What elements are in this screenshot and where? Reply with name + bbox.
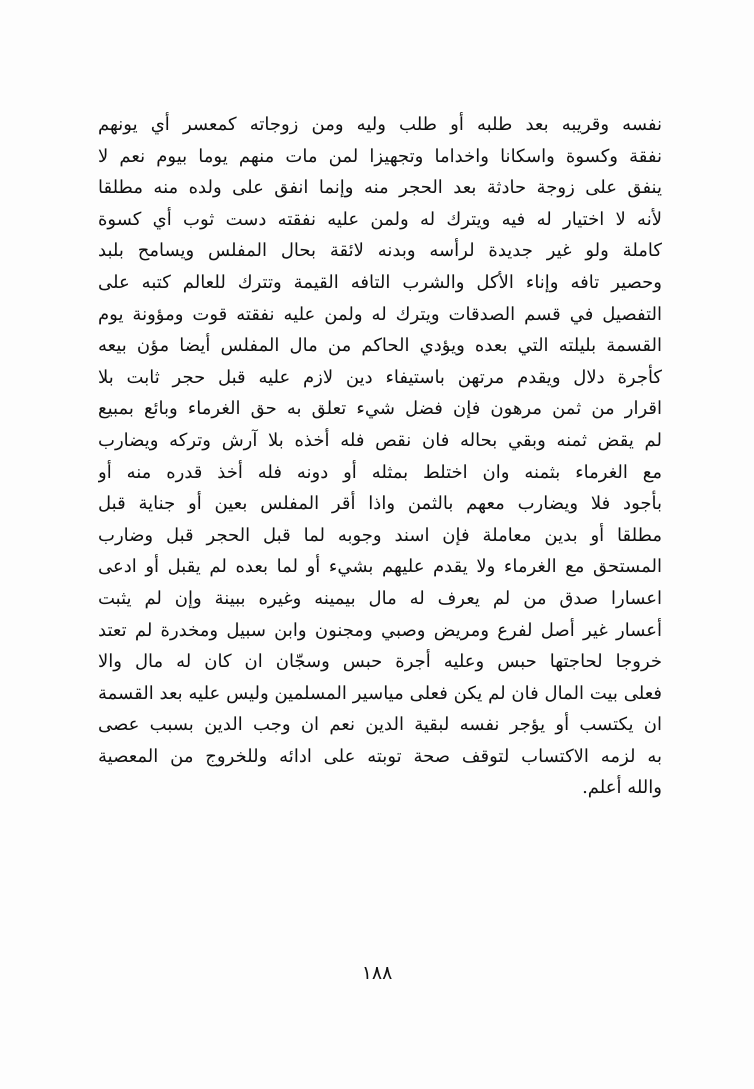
text-line: به لزمه الاكتساب لتوقف صحة توبته على ادائه وللخروج من المعصية [98,745,662,767]
text-line: فعلى بيت المال فان لم يكن فعلى مياسير المسلمين وليس عليه بعد القسمة [98,682,662,704]
text-line: نفسه وقريبه بعد طلبه أو طلب وليه ومن زوجاته كمعسر أي يونهم [98,114,662,135]
text-line: لأنه لا اختيار له فيه ويترك له ولمن عليه نفقته دست ثوب أي كسوة [98,208,662,230]
text-line: مع الغرماء بثمنه وان اختلط بمثله أو دونه فله أخذ قدره منه أو [98,461,662,483]
text-line: خروجا لحاجتها حبس وعليه أجرة حبس وسجّان ان كان له مال والا [98,651,662,673]
text-line: بأجود فلا ويضارب معهم بالثمن واذا أقر المفلس بعين أو جناية قبل [98,493,662,515]
text-line: اقرار من ثمن مرهون فإن فضل شيء تعلق به حق الغرماء وبائع بمبيع [98,398,662,420]
text-line: أعسار غير أصل لفرع ومريض وصبي ومجنون وابن سبيل ومخدرة لم تعتد [98,619,662,641]
text-line: كأجرة دلال ويقدم مرتهن باستيفاء دين لازم عليه قبل حجر ثابت بلا [98,366,662,388]
text-line: ينفق على زوجة حادثة بعد الحجر منه وإنما انفق على ولده منه مطلقا [98,177,662,199]
text-line: التفصيل في قسم الصدقات ويترك له ولمن عليه نفقته قوت ومؤونة يوم [98,303,662,325]
text-line: المستحق مع الغرماء ولا يقدم عليهم بشيء أو لما بعده لم يقبل أو ادعى [98,556,662,578]
text-line: مطلقا أو بدين معاملة فإن اسند وجوبه لما قبل الحجر قبل وضارب [98,524,662,546]
text-line: كاملة ولو غير جديدة لرأسه وبدنه لائقة بحال المفلس ويسامح بلبد [98,240,662,262]
text-line: نفقة وكسوة واسكانا واخداما وتجهيزا لمن مات منهم يوما بيوم نعم لا [98,145,662,167]
text-line: ان يكتسب أو يؤجر نفسه لبقية الدين نعم ان وجب الدين بسبب عصى [98,714,662,736]
text-line-last: والله أعلم. [582,777,662,799]
body-text [98,109,662,804]
text-line: القسمة بليلته التي بعده ويؤدي الحاكم من مال المفلس أيضا مؤن بيعه [98,335,662,357]
page-number: ١٨٨ [361,962,393,984]
text-line: لم يقض ثمنه وبقي بحاله فان نقص فله أخذه بلا آرش وتركه ويضارب [98,429,662,451]
text-line: اعسارا صدق من لم يعرف له مال بيمينه وغيره ببينة وإن لم يثبت [98,587,662,609]
text-line: وحصير تافه وإناء الأكل والشرب التافه القيمة وتترك للعالم كتبه على [98,271,662,293]
